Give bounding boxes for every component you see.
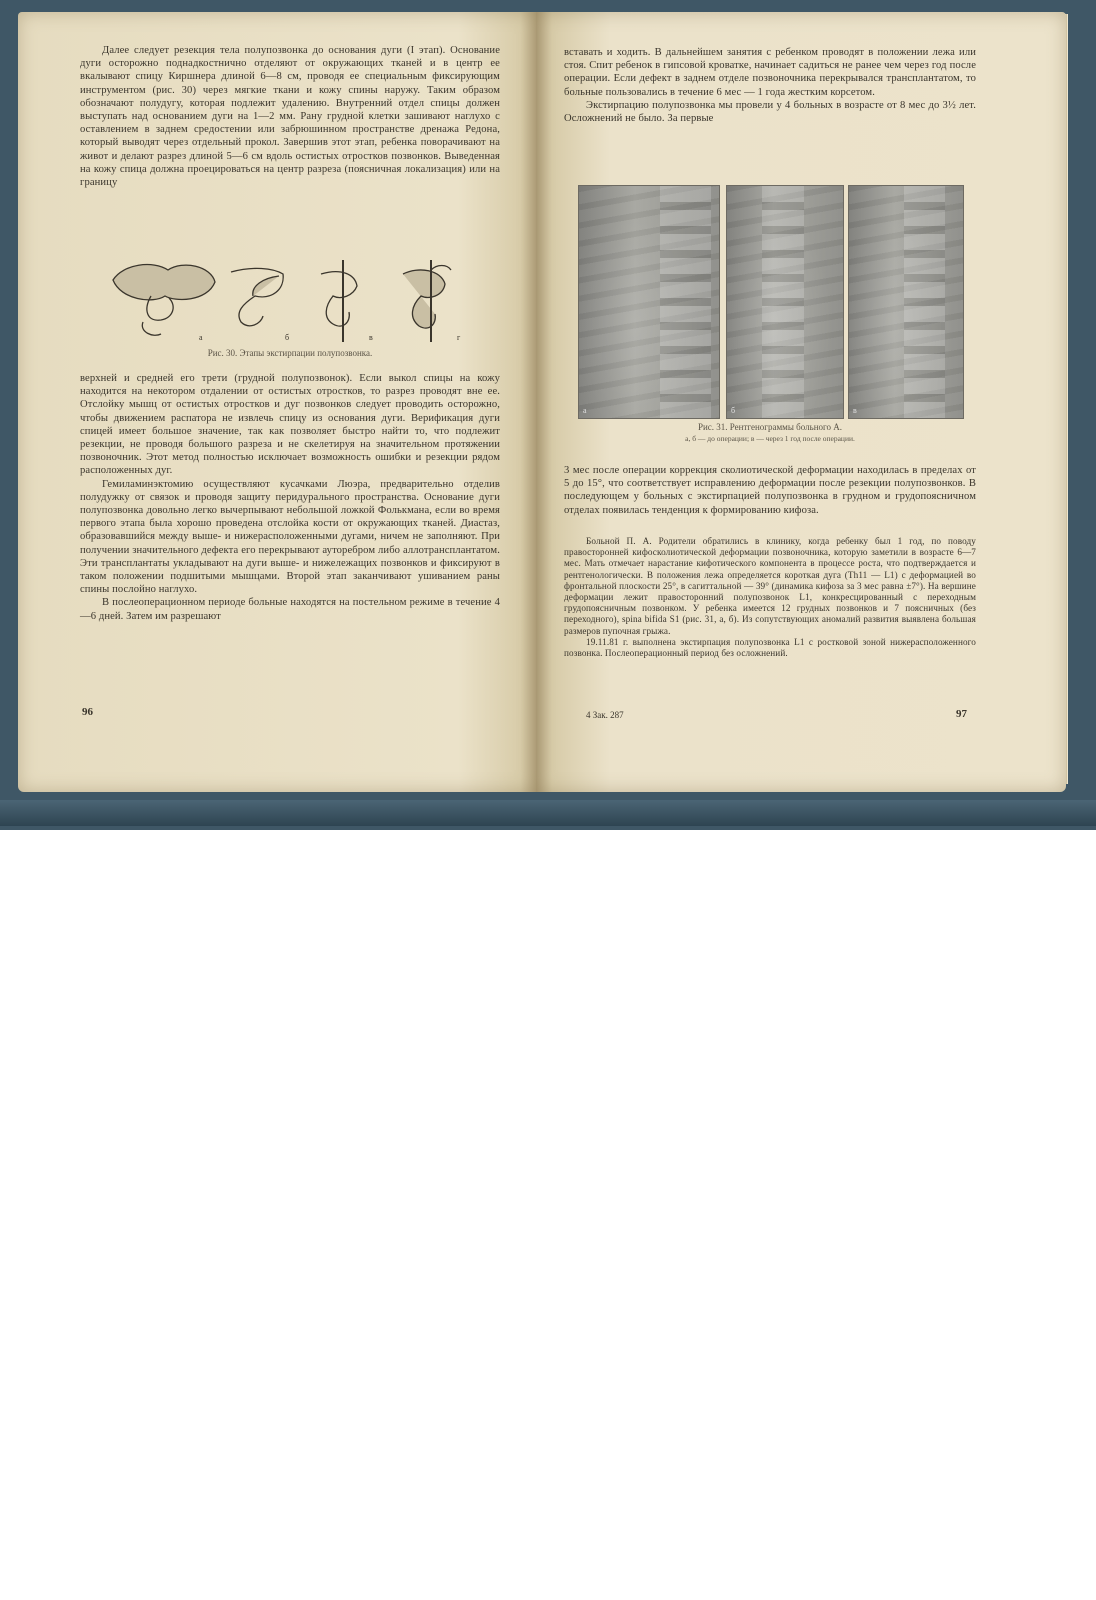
xray-image-a bbox=[578, 185, 720, 419]
case-report bbox=[564, 536, 976, 659]
figure-label-g: г bbox=[457, 333, 461, 342]
left-para-4: В послеоперационном периоде больные находятся на постельном режиме в течение 4—6 дней. Затем им разрешают bbox=[80, 597, 500, 622]
xray-image-b bbox=[726, 185, 844, 419]
right-para-3: 3 мес после операции коррекция сколиотической деформации находилась в пределах от 5 до 15°, что соответствует исправлению деформации после резекции полупозвонков. В последующем у больных с экстирпацией полупозвонка в грудном и грудопоясничном отделах появилась тенденция к формированию кифоза. bbox=[564, 465, 976, 516]
figure-label-v: в bbox=[369, 333, 373, 342]
right-page bbox=[536, 12, 1066, 792]
figure-label-b: б bbox=[285, 333, 290, 342]
right-text-body bbox=[564, 464, 976, 517]
right-page-number: 97 bbox=[956, 708, 967, 720]
book-cover-edge bbox=[0, 800, 1096, 826]
right-para-1: вставать и ходить. В дальнейшем занятия с ребенком проводят в положении лежа или стоя. Спит ребенок в гипсовой кроватке, начинает садиться не ранее чем через год после операции. Если дефект в заднем отделе позвоночника перекрывался трансплантатом, то больные пользовались в течение 6 мес — 1 года жестким корсетом. bbox=[564, 47, 976, 98]
xray-label-a: а bbox=[583, 406, 587, 415]
left-page bbox=[18, 12, 536, 792]
xray-label-c: в bbox=[853, 406, 857, 415]
right-text-top bbox=[564, 46, 976, 125]
figure-label-a: а bbox=[199, 333, 203, 342]
xray-label-b: б bbox=[731, 406, 736, 415]
figure-31-title: Рис. 31. Рентгенограммы больного А. bbox=[697, 422, 843, 432]
case-report-2: 19.11.81 г. выполнена экстирпация полупозвонка L1 с ростковой зоной нижерасположенного позвонка. Послеоперационный период без осложнений. bbox=[564, 636, 976, 659]
left-para-3: Гемиламинэктомию осуществляют кусачками Люэра, предварительно отделив полудужку от связок и проводя защиту перидурального пространства. Основание дуги полупозвонка довольно легко вычерпывают небольшой ложкой Фолькмана, если во время первого этапа была хорошо проведена отслойка кости от окружающих тканей. Диастаз, образовавшийся между выше- и нижерасположенными дугами, ничем не заполняют. При получении значительного дефекта его перекрывают ауторебром либо аллотрансплантатом. Эти трансплантаты укладывают на дуги выше- и нижележащих позвонков и фиксируют в таком положении подшитыми мышцами. Второй этап заканчивают ушиванием раны спины послойно наглухо. bbox=[80, 478, 500, 596]
left-page-number: 96 bbox=[82, 706, 93, 718]
left-para-1-block bbox=[80, 44, 500, 189]
figure-30-drawing bbox=[103, 260, 463, 342]
xray-spine-c bbox=[904, 186, 945, 418]
xray-spine-b bbox=[762, 186, 804, 418]
right-para-2: Экстирпацию полупозвонка мы провели у 4 больных в возрасте от 8 мес до 3½ лет. Осложнений не было. За первые bbox=[564, 99, 976, 125]
xray-spine-a bbox=[660, 186, 710, 418]
figure-31-subcaption: а, б — до операции; в — через 1 год после операции. bbox=[685, 434, 855, 443]
left-text-body bbox=[80, 372, 500, 623]
figure-31-caption bbox=[564, 422, 976, 443]
left-para-1: Далее следует резекция тела полупозвонка до основания дуги (I этап). Основание дуги осторожно поднадкостнично отделяют от окружающих тканей и в центр ее вкалывают спицу Киршнера длиной 6—8 см, проводя ее специальным фиксирующим инструментом (рис. 30) через мягкие ткани и кожу спины наружу. Таким образом обозначают полудугу, которая подлежит удалению. Внутренний отдел спицы должен выступать над основанием дуги на 1—2 мм. Рану грудной клетки зашивают наглухо с оставлением в заднем средостении или забрюшинном пространстве дренажа Редона, который выводят через отдельный прокол. Завершив этот этап, ребенка поворачивают на живот и делают разрез длиной 5—6 см вдоль остистых отростков позвонков. Выведенная на кожу спица должна проецироваться на центр разреза (поясничная локализация) или на границу bbox=[80, 45, 500, 189]
xray-image-c bbox=[848, 185, 964, 419]
case-report-1: Больной П. А. Родители обратились в клинику, когда ребенку был 1 год, по поводу правосторонней кифосколиотической деформации позвоночника, которую заметили в возрасте 6—7 мес. Мать отмечает нарастание кифотического компонента в процессе роста, что подтверждается и рентгенологически. В положения лежа определяется короткая дуга (Th11 — L1) с деформацией во фронтальной плоскости 25°, в сагиттальной — 39° (динамика кифоза за 3 мес равна ±7°). На вершине деформации лежит правосторонний полупозвонок L1, конкресцированный с переходным грудопоясничным позвонком. У ребенка имеется 12 грудных позвонков и 7 поясничных (без переходного), spina bifida S1 (рис. 31, а, б). Из сопутствующих аномалий развития выявлена большая размеров пупочная грыжа. bbox=[564, 536, 976, 636]
left-para-2: верхней и средней его трети (грудной полупозвонок). Если выкол спицы на кожу находится на некотором отдалении от остистых отростков, то разрез проводят вне ее. Отслойку мышц от остистых отростков и дуг позвонков следует проводить осторожно, чтобы движением распатора не извлечь спицу из основания дуги. Верификация дуги спицей имеет большое значение, так как позволяет быстро найти то, что подлежит резекции, не проводя большого разреза и не скелетируя на значительном протяжении позвоночник. Этот метод полностью исключает возможность ошибки и резекции рядом расположенных дуг. bbox=[80, 373, 500, 477]
figure-30-caption: Рис. 30. Этапы экстирпации полупозвонка. bbox=[207, 348, 373, 358]
print-signature: 4 Зак. 287 bbox=[586, 710, 624, 720]
